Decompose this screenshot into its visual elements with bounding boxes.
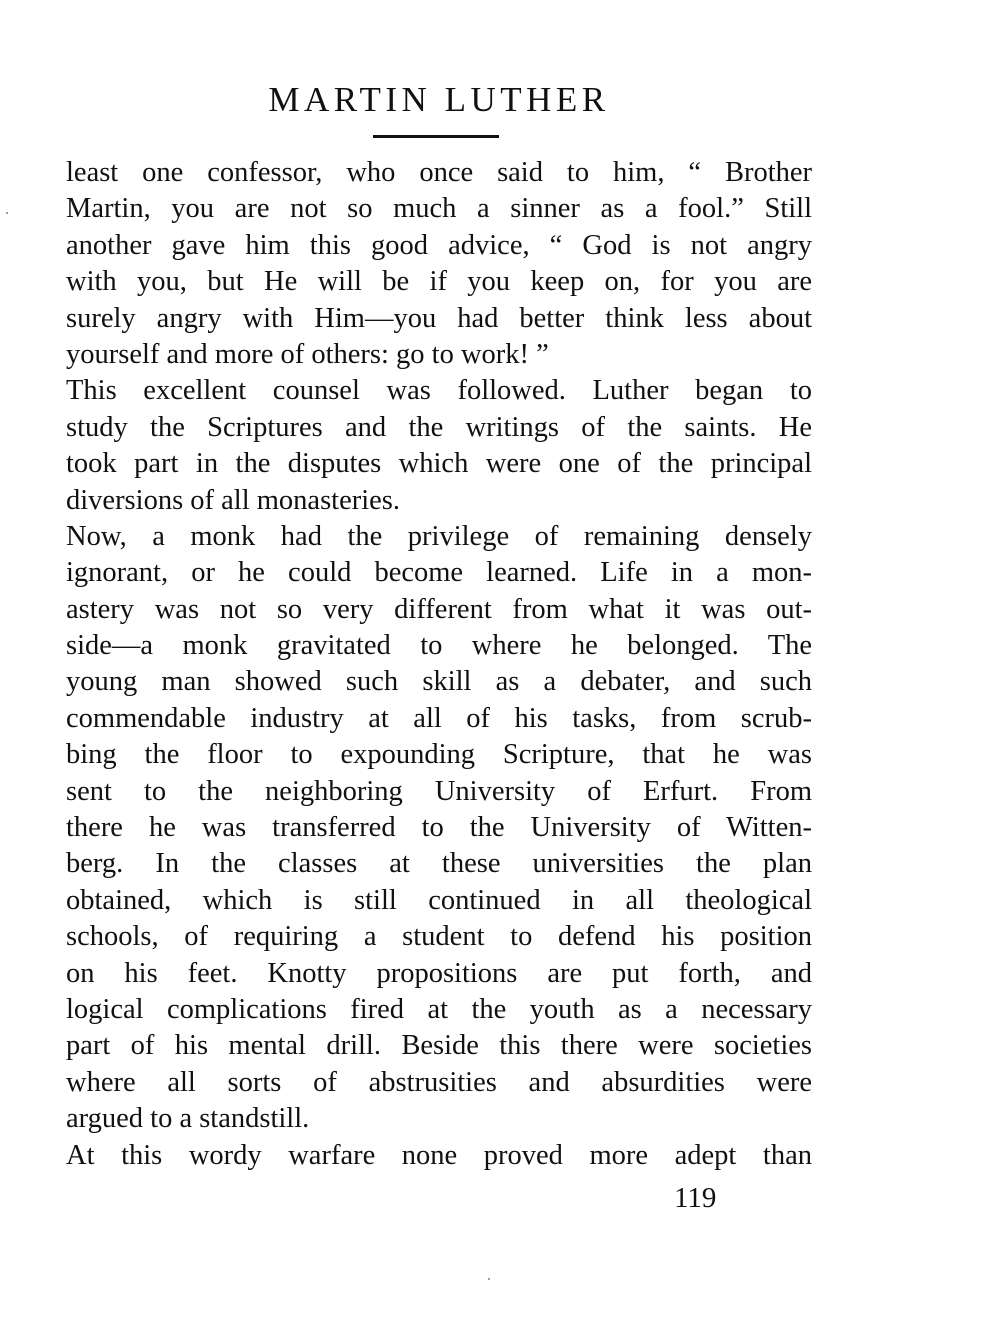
text-line: logical complications fired at the youth as a necessary	[66, 993, 812, 1025]
text-line: bing the floor to expounding Scripture, that he was	[66, 739, 812, 771]
text-line: diversions of all monasteries.	[66, 484, 401, 516]
text-line: there he was transferred to the University of Witten-	[66, 812, 812, 844]
text-line: yourself and more of others: go to work! ”	[66, 338, 549, 370]
text-line: commendable industry at all of his tasks, from scrub-	[66, 702, 812, 734]
text-line: surely angry with Him—you had better think less about	[66, 302, 812, 334]
text-line: berg. In the classes at these universities the plan	[66, 848, 812, 880]
scan-speck	[488, 1278, 490, 1280]
text-line: argued to a standstill.	[66, 1103, 310, 1135]
text-line: side—a monk gravitated to where he belonged. The	[66, 630, 812, 662]
text-line: where all sorts of abstrusities and absurdities were	[66, 1066, 812, 1098]
text-line: This excellent counsel was followed. Luther began to	[66, 375, 812, 407]
text-line: At this wordy warfare none proved more adept than	[66, 1139, 812, 1171]
scan-speck	[6, 212, 8, 214]
text-line: study the Scriptures and the writings of the saints. He	[66, 411, 812, 443]
text-line: with you, but He will be if you keep on, for you are	[66, 266, 812, 298]
head-rule	[373, 135, 499, 138]
text-line: astery was not so very different from what it was out-	[66, 593, 812, 625]
text-line: ignorant, or he could become learned. Life in a mon-	[66, 557, 812, 589]
text-line: Martin, you are not so much a sinner as a fool.” Still	[66, 193, 812, 225]
text-line: another gave him this good advice, “ God is not angry	[66, 229, 812, 261]
text-line: took part in the disputes which were one of the principal	[66, 448, 812, 480]
text-line: Now, a monk had the privilege of remaining densely	[66, 520, 812, 552]
text-line: on his feet. Knotty propositions are put forth, and	[66, 957, 812, 989]
text-line: sent to the neighboring University of Erfurt. From	[66, 775, 812, 807]
running-head: MARTIN LUTHER	[268, 80, 610, 119]
page-number: 119	[674, 1182, 717, 1214]
text-line: obtained, which is still continued in all theological	[66, 884, 812, 916]
body-text	[66, 155, 812, 1174]
text-line: least one confessor, who once said to him, “ Brother	[66, 157, 812, 188]
text-line: schools, of requiring a student to defend his position	[66, 921, 812, 953]
text-line: young man showed such skill as a debater, and such	[66, 666, 812, 698]
text-line: part of his mental drill. Beside this there were societies	[66, 1030, 812, 1062]
